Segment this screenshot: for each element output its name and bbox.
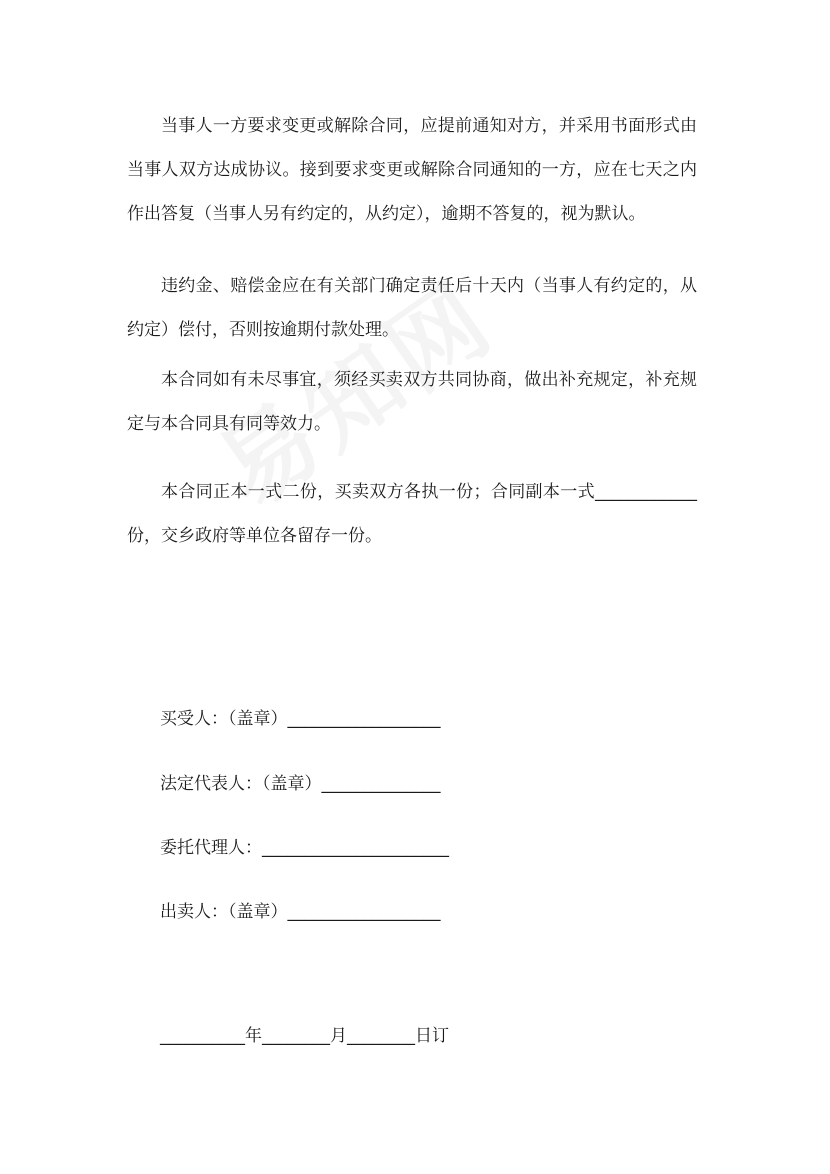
- seller-signature-line: 出卖人：（盖章）__________________: [160, 902, 441, 922]
- clause-penalty: 违约金、赔偿金应在有关部门确定责任后十天内（当事人有约定的，从约定）偿付，否则按逾期付款处理。: [127, 276, 697, 340]
- agent-signature-line: 委托代理人：______________________: [160, 838, 449, 858]
- buyer-signature-line: 买受人：（盖章）__________________: [160, 709, 441, 729]
- date-line: __________年________月________日订: [160, 1026, 449, 1046]
- clause-copies: 本合同正本一式二份，买卖双方各执一份；合同副本一式____________份，交乡政府等单位各留存一份。: [127, 482, 697, 546]
- clause-modification: 当事人一方要求变更或解除合同，应提前通知对方，并采用书面形式由当事人双方达成协议。接到要求变更或解除合同通知的一方，应在七天之内作出答复（当事人另有约定的，从约定），逾期不答复的，视为默认。: [127, 116, 697, 224]
- legal-rep-signature-line: 法定代表人：（盖章）______________: [160, 774, 441, 794]
- clause-supplement: 本合同如有未尽事宜，须经买卖双方共同协商，做出补充规定，补充规定与本合同具有同等效力。: [127, 370, 697, 434]
